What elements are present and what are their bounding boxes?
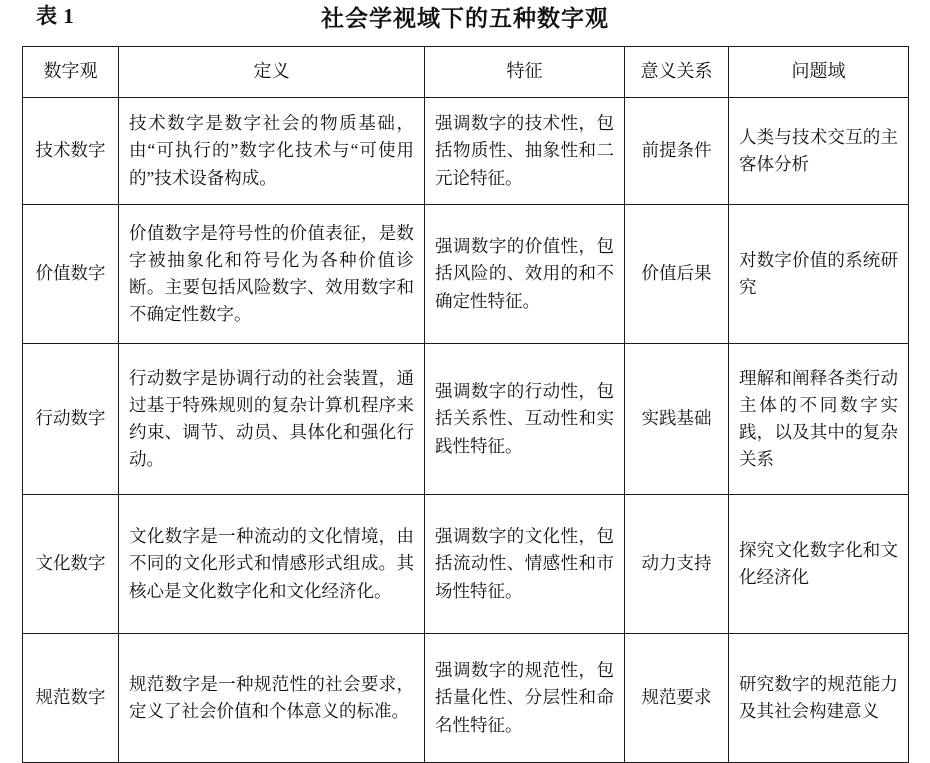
cell-definition: 技术数字是数字社会的物质基础，由“可执行的”数字化技术与“可使用的”技术设备构成。 [119,98,425,205]
cell-feature: 强调数字的规范性，包括量化性、分层性和命名性特征。 [425,634,625,763]
table-caption-title: 社会学视域下的五种数字观 [321,6,609,31]
table-row [23,344,909,495]
cell-feature: 强调数字的技术性，包括物质性、抽象性和二元论特征。 [425,98,625,205]
cell-feature: 强调数字的价值性，包括风险的、效用的和不确定性特征。 [425,205,625,344]
table-row [23,98,909,205]
column-header-feature: 特征 [425,47,625,98]
cell-relation: 动力支持 [625,495,729,634]
cell-domain: 研究数字的规范能力及其社会构建意义 [729,634,909,763]
cell-name: 行动数字 [23,344,119,495]
cell-definition: 价值数字是符号性的价值表征，是数字被抽象化和符号化为各种价值诊断。主要包括风险数字、效用数字和不确定性数字。 [119,205,425,344]
cell-definition: 文化数字是一种流动的文化情境，由不同的文化形式和情感形式组成。其核心是文化数字化和文化经济化。 [119,495,425,634]
cell-name: 价值数字 [23,205,119,344]
table-row [23,634,909,763]
cell-feature: 强调数字的文化性，包括流动性、情感性和市场性特征。 [425,495,625,634]
table-caption-label: 表 1 [36,4,75,28]
cell-definition: 行动数字是协调行动的社会装置，通过基于特殊规则的复杂计算机程序来约束、调节、动员、具体化和强化行动。 [119,344,425,495]
cell-relation: 价值后果 [625,205,729,344]
cell-name: 文化数字 [23,495,119,634]
concepts-table [22,46,909,763]
cell-domain: 人类与技术交互的主客体分析 [729,98,909,205]
cell-definition: 规范数字是一种规范性的社会要求，定义了社会价值和个体意义的标准。 [119,634,425,763]
cell-domain: 对数字价值的系统研究 [729,205,909,344]
cell-name: 规范数字 [23,634,119,763]
column-header-definition: 定义 [119,47,425,98]
table-header-row [23,47,909,98]
table-caption [22,0,908,46]
column-header-domain: 问题域 [729,47,909,98]
column-header-relation: 意义关系 [625,47,729,98]
cell-domain: 探究文化数字化和文化经济化 [729,495,909,634]
cell-relation: 前提条件 [625,98,729,205]
cell-relation: 规范要求 [625,634,729,763]
cell-feature: 强调数字的行动性，包括关系性、互动性和实践性特征。 [425,344,625,495]
cell-name: 技术数字 [23,98,119,205]
table-row [23,205,909,344]
table-row [23,495,909,634]
column-header-name: 数字观 [23,47,119,98]
cell-relation: 实践基础 [625,344,729,495]
cell-domain: 理解和阐释各类行动主体的不同数字实践，以及其中的复杂关系 [729,344,909,495]
